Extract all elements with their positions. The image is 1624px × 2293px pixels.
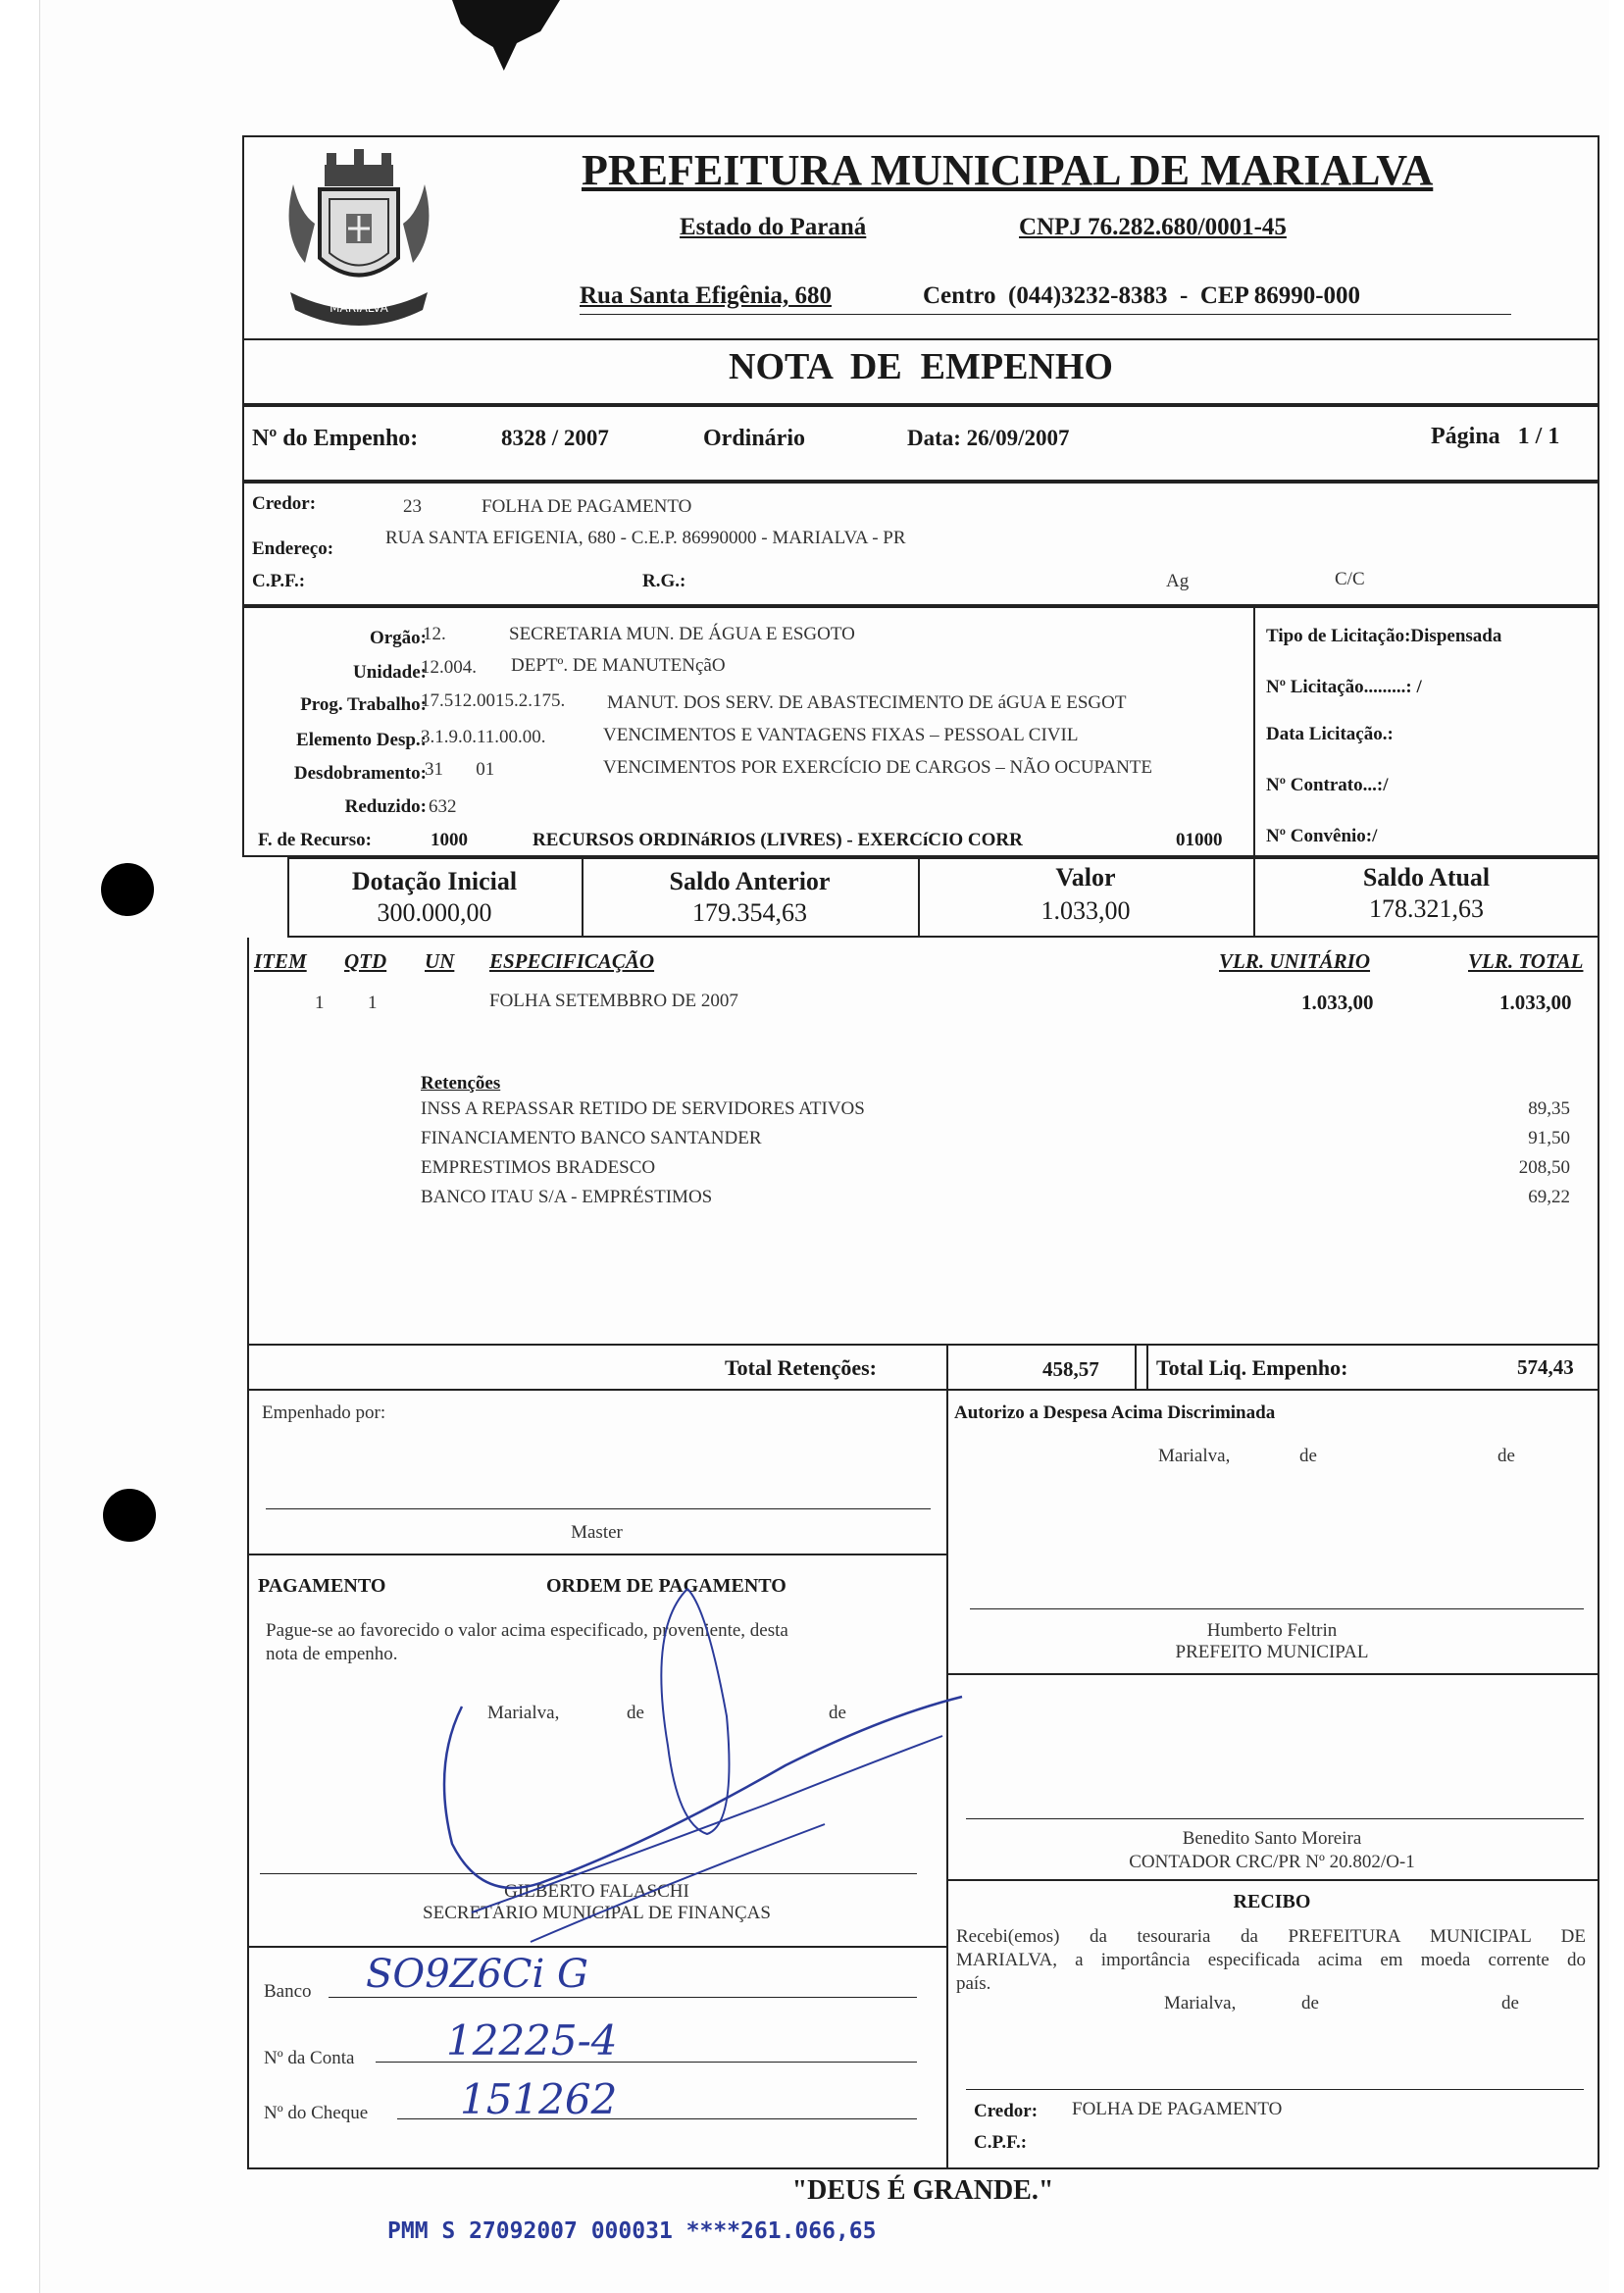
municipal-crest-icon: [276, 145, 442, 331]
cpf-label: C.P.F.:: [252, 571, 306, 591]
cnpj-label: CNPJ 76.282.680/0001-45: [1019, 214, 1287, 240]
prog-value: MANUT. DOS SERV. DE ABASTECIMENTO DE áGUA E ESGOT: [607, 692, 1127, 713]
desdobramento-label: Desdobramento:: [293, 763, 427, 784]
empenhado-name: Master: [571, 1522, 623, 1543]
contact-label: Centro (044)3232-8383 - CEP 86990-000: [923, 282, 1361, 309]
empenho-label: Nº do Empenho:: [252, 426, 419, 451]
valor-value: 1.033,00: [1040, 896, 1131, 925]
autorizo-title: Autorizo a Despesa Acima Discriminada: [954, 1402, 1276, 1423]
tipo-licitacao: Tipo de Licitação:Dispensada: [1266, 626, 1502, 646]
recibo-credor-value: FOLHA DE PAGAMENTO: [1072, 2099, 1283, 2119]
saldo-atual-value: 178.321,63: [1369, 894, 1484, 923]
orgao-label: Orgão:: [369, 628, 427, 648]
orgao-value: SECRETARIA MUN. DE ÁGUA E ESGOTO: [509, 624, 855, 644]
secretario-role: SECRETÁRIO MUNICIPAL DE FINANÇAS: [423, 1903, 771, 1923]
empenhado-por-label: Empenhado por:: [262, 1402, 386, 1423]
col-qtd: QTD: [344, 949, 387, 973]
endereco-label: Endereço:: [252, 538, 334, 559]
credor-label: Credor:: [252, 493, 317, 514]
cc-label: C/C: [1335, 569, 1365, 589]
elemento-label: Elemento Desp.:: [296, 730, 427, 750]
col-un: UN: [425, 949, 455, 973]
state-label: Estado do Paraná: [680, 214, 867, 240]
signature-scribble-icon: [413, 1569, 982, 1962]
reduzido-value: 632: [429, 796, 457, 817]
page-title: PREFEITURA MUNICIPAL DE MARIALVA: [582, 146, 1434, 194]
numero-licitacao: Nº Licitação.........: /: [1266, 677, 1422, 697]
recurso-label: F. de Recurso:: [258, 830, 372, 850]
recibo-cpf-label: C.P.F.:: [974, 2132, 1028, 2153]
rg-label: R.G.:: [642, 571, 686, 591]
dotacao-inicial-value: 300.000,00: [377, 898, 492, 927]
conta-value: 12225-4: [446, 2016, 618, 2064]
mechanical-stamp: PMM S 27092007 000031 ****261.066,65: [387, 2218, 877, 2244]
secretario-name: GILBERTO FALASCHI: [504, 1881, 689, 1902]
total-retencoes-label: Total Retenções:: [725, 1355, 877, 1380]
total-liquido-label: Total Liq. Empenho:: [1156, 1355, 1348, 1380]
cheque-label: Nº do Cheque: [264, 2103, 369, 2123]
empenho-date: Data: 26/09/2007: [907, 426, 1070, 450]
banco-label: Banco: [264, 1981, 312, 2002]
footer-motto: "DEUS É GRANDE.": [791, 2175, 1054, 2206]
ag-label: Ag: [1166, 571, 1190, 591]
numero-convenio: Nº Convênio:/: [1266, 826, 1378, 846]
conta-label: Nº da Conta: [264, 2048, 355, 2068]
prog-label: Prog. Trabalho:: [300, 694, 427, 715]
page-number: Página 1 / 1: [1431, 424, 1560, 449]
credor-name: FOLHA DE PAGAMENTO: [482, 496, 692, 517]
saldo-atual-label: Saldo Atual: [1362, 863, 1491, 892]
endereco-value: RUA SANTA EFIGENIA, 680 - C.E.P. 86990000 - MARIALVA - PR: [385, 528, 906, 548]
empenho-type: Ordinário: [703, 426, 806, 451]
saldo-anterior-label: Saldo Anterior: [669, 867, 831, 895]
recibo-credor-label: Credor:: [974, 2101, 1039, 2121]
data-licitacao: Data Licitação.:: [1266, 724, 1394, 744]
retencoes-title: Retenções: [421, 1073, 501, 1094]
col-item: ITEM: [254, 949, 307, 973]
unidade-label: Unidade:: [353, 662, 427, 683]
prefeito-role: PREFEITO MUNICIPAL: [1175, 1642, 1369, 1662]
reduzido-label: Reduzido:: [344, 796, 427, 817]
ordem-pagamento-title: ORDEM DE PAGAMENTO: [546, 1575, 787, 1597]
desdobramento-value: VENCIMENTOS POR EXERCÍCIO DE CARGOS – NÃO OCUPANTE: [603, 757, 1153, 778]
col-vlr-total: VLR. TOTAL: [1468, 949, 1584, 973]
elemento-value: VENCIMENTOS E VANTAGENS FIXAS – PESSOAL CIVIL: [603, 725, 1079, 745]
numero-contrato: Nº Contrato...:/: [1266, 775, 1389, 795]
col-especificacao: ESPECIFICAÇÃO: [489, 949, 655, 973]
valor-label: Valor: [1055, 863, 1116, 892]
cheque-value: 151262: [460, 2075, 618, 2123]
punch-hole-top: [101, 863, 154, 916]
empenho-number: 8328 / 2007: [501, 426, 609, 450]
pagamento-title: PAGAMENTO: [258, 1575, 386, 1597]
contador-name: Benedito Santo Moreira: [1182, 1828, 1362, 1849]
document-page: MARIALVA PREFEITURA MUNICIPAL DE MARIALVA Estado do Paraná CNPJ 76.282.680/0001-45 Rua Santa Efigênia, 680 Centro (044)3232-8383 - CEP 86990-000 NOTA DE EMPENHO Nº do Empenho: 8328 / 2007 Ordinário Data: 26/09/2007 Página 1 / 1 Credor: 23 FOLHA DE PAGAMENTO Endereço: RUA SANTA EFIGENIA, 680 - C.E.P. 86990000 - MARIALVA - PR C.P.F.: R.G.: Ag C/C Orgão: 12. SECRETARIA MUN. DE ÁGUA E ESGOTO Unidade: 12.004. DEPTº. DE MANUTENçãO Prog. Trabalho: 17.512.0015.2.175. MANUT. DOS SERV. DE ABASTECIMENTO DE áGUA E ESGOT Elemento Desp.: 3.1.9.0.11.00.00. VENCIMENTOS E VANTAGENS FIXAS – PESSOAL CIVIL Desdobramento: 31 01 VENCIMENTOS POR EXERCÍCIO DE CARGOS – NÃO OCUPANTE Reduzido: 632 F. de Recurso: 1000 RECURSOS ORDINáRIOS (LIVRES) - EXERCíCIO CORR 01000 Tipo de Licitação:Dispensada Nº Licitação.........: / Data Licitação.: Nº Contrato...:/ Nº Convênio:/ Dotação Inicial 300.000,00 Saldo Anterior 179.354,63 Valor 1.033,00 Saldo Atual 178.321,63 ITEM QTD UN ESPECIFICAÇÃO VLR. UNITÁRIO VLR. TOTAL 1 1 FOLHA SETEMBBRO DE 2007 1.033,00 1.033,00 Retenções INSS A REPASSAR RETIDO DE SERVIDORES ATIVOS 89,35 FINANCIAMENTO BANCO SANTANDER 91,50 EMPRESTIMOS BRADESCO 208,50 BANCO ITAU S/A - EMPRÉSTIMOS 69,22 Total Retenções: 458,57 Total Liq. Empenho: 574,43 Empenhado por: Master Autorizo a Despesa Acima Discriminada Marialva, de de Humberto Feltrin PREFEITO MUNICIPAL PAGAMENTO ORDEM DE PAGAMENTO Pague-se ao favorecido o valor acima especificado, proveniente, desta nota de empenho. Marialva, de de GILBERTO FALASCHI SECRETÁRIO MUNICIPAL DE FINANÇAS Benedito Santo Moreira CONTADOR CRC/PR Nº 20.802/O-1 Banco SO9Z6Ci G Nº da Conta 12225-4 Nº do Cheque 151262 RECIBO Recebi(emos) da tesouraria da PREFEITURA MUNICIPAL DE MARIALVA, a importância especificada acima em moeda corrente do país. Marialva, de de Credor: FOLHA DE PAGAMENTO C.P.F.: "DEUS É GRANDE." PMM S 27092007 000031 ****261.066,65: [39, 0, 1609, 2293]
recurso-value: RECURSOS ORDINáRIOS (LIVRES) - EXERCíCIO CORR: [533, 830, 1023, 850]
punch-hole-bottom: [103, 1489, 156, 1542]
dotacao-inicial-label: Dotação Inicial: [351, 867, 518, 895]
total-retencoes-value: 458,57: [1042, 1357, 1099, 1381]
recibo-title: RECIBO: [1233, 1891, 1311, 1912]
contador-role: CONTADOR CRC/PR Nº 20.802/O-1: [1129, 1852, 1415, 1872]
unidade-value: DEPTº. DE MANUTENçãO: [511, 655, 726, 676]
prefeito-name: Humberto Feltrin: [1206, 1620, 1338, 1641]
address-label: Rua Santa Efigênia, 680: [580, 282, 832, 309]
svg-text:MARIALVA: MARIALVA: [330, 301, 388, 315]
torn-corner: [452, 0, 560, 78]
saldo-anterior-value: 179.354,63: [692, 898, 807, 927]
total-liquido-value: 574,43: [1517, 1355, 1574, 1379]
credor-code: 23: [403, 496, 422, 517]
col-vlr-unitario: VLR. UNITÁRIO: [1219, 949, 1371, 973]
document-title: NOTA DE EMPENHO: [729, 346, 1113, 387]
banco-value: SO9Z6Ci G: [366, 1952, 588, 1997]
